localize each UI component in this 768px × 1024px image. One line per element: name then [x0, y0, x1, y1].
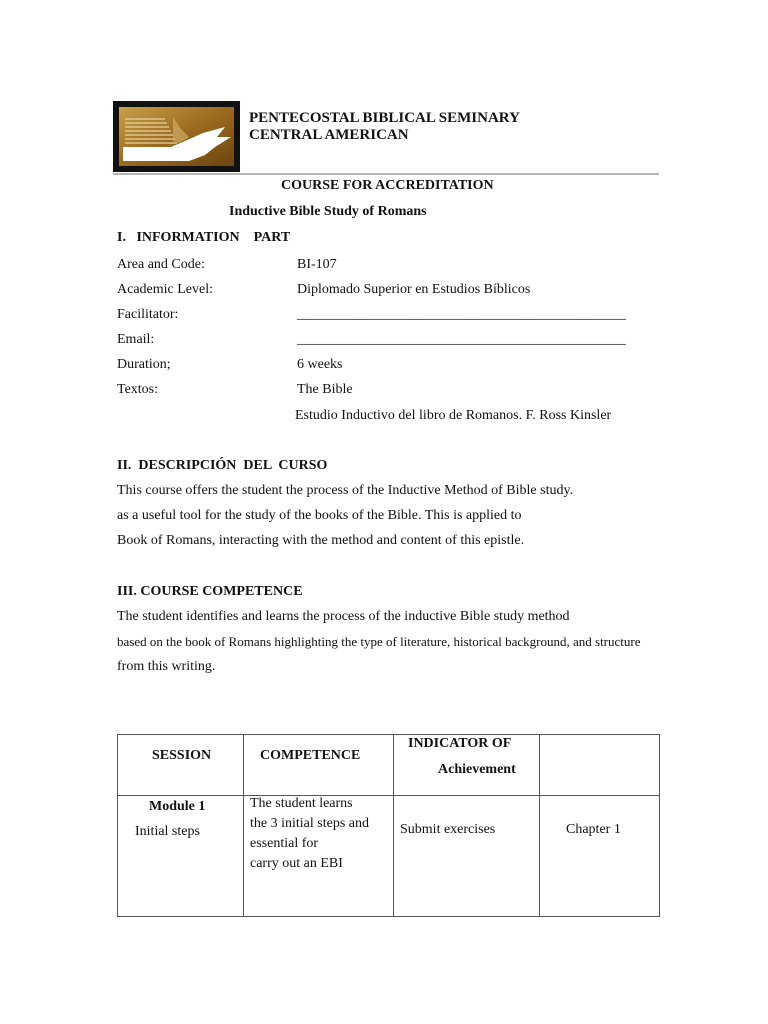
- table-cell: [394, 796, 540, 917]
- session-table: [117, 734, 660, 917]
- module-title: Module 1: [149, 799, 206, 814]
- table-header-row: [118, 735, 660, 796]
- field-value: BI-107: [297, 257, 337, 272]
- field-label: Area and Code:: [117, 257, 205, 272]
- table-row: [118, 796, 660, 917]
- document-title: COURSE FOR ACCREDITATION: [281, 178, 494, 193]
- header-divider: [113, 173, 659, 175]
- header-competence: COMPETENCE: [260, 748, 361, 763]
- field-value: Diplomado Superior en Estudios Bíblicos: [297, 282, 531, 297]
- header-indicator-line1: INDICATOR OF: [408, 736, 512, 751]
- institution-name-line2: CENTRAL AMERICAN: [249, 127, 409, 143]
- competence-line: The student learns: [250, 796, 353, 811]
- module-subtitle: Initial steps: [135, 824, 200, 839]
- field-label: Textos:: [117, 382, 159, 397]
- paragraph-line: The student identifies and learns the process of the inductive Bible study method: [117, 609, 570, 624]
- field-label: Facilitator:: [117, 307, 179, 322]
- header-session: SESSION: [152, 748, 212, 763]
- paragraph-line: from this writing.: [117, 659, 216, 674]
- textbook-reference: Estudio Inductivo del libro de Romanos. F. Ross Kinsler: [295, 408, 612, 423]
- section-3-heading: III. COURSE COMPETENCE: [117, 584, 303, 599]
- table-cell: [540, 796, 660, 917]
- table-header-cell: [540, 735, 660, 796]
- field-value: The Bible: [297, 382, 353, 397]
- facilitator-blank-line: _______________________________________________: [297, 307, 626, 322]
- table-cell: [118, 796, 244, 917]
- competence-line: carry out an EBI: [250, 856, 343, 871]
- field-label: Email:: [117, 332, 155, 347]
- table-header-cell: [394, 735, 540, 796]
- paragraph-line: based on the book of Romans highlighting the type of literature, historical background, and structure: [117, 634, 641, 649]
- header-indicator-line2: Achievement: [438, 762, 516, 777]
- section-1-heading: I. INFORMATION PART: [117, 230, 291, 245]
- seminary-logo: [113, 101, 240, 172]
- field-label: Academic Level:: [117, 282, 214, 297]
- field-value: 6 weeks: [297, 357, 343, 372]
- competence-line: the 3 initial steps and: [250, 816, 369, 831]
- competence-line: essential for: [250, 836, 319, 851]
- table-header-cell: [118, 735, 244, 796]
- institution-name-line1: PENTECOSTAL BIBLICAL SEMINARY: [249, 110, 520, 126]
- paragraph-line: This course offers the student the process of the Inductive Method of Bible study.: [117, 483, 574, 498]
- section-2-heading: II. DESCRIPCIÓN DEL CURSO: [117, 458, 328, 473]
- paragraph-line: as a useful tool for the study of the books of the Bible. This is applied to: [117, 508, 522, 523]
- paragraph-line: Book of Romans, interacting with the method and content of this epistle.: [117, 533, 525, 548]
- email-blank-line: _______________________________________________: [297, 332, 626, 347]
- field-label: Duration;: [117, 357, 171, 372]
- chapter-value: Chapter 1: [566, 822, 621, 837]
- dove-over-open-bible-logo: [119, 107, 234, 166]
- course-title: Inductive Bible Study of Romans: [229, 204, 427, 219]
- table-header-cell: [244, 735, 394, 796]
- table-cell: [244, 796, 394, 917]
- indicator-value: Submit exercises: [400, 822, 496, 837]
